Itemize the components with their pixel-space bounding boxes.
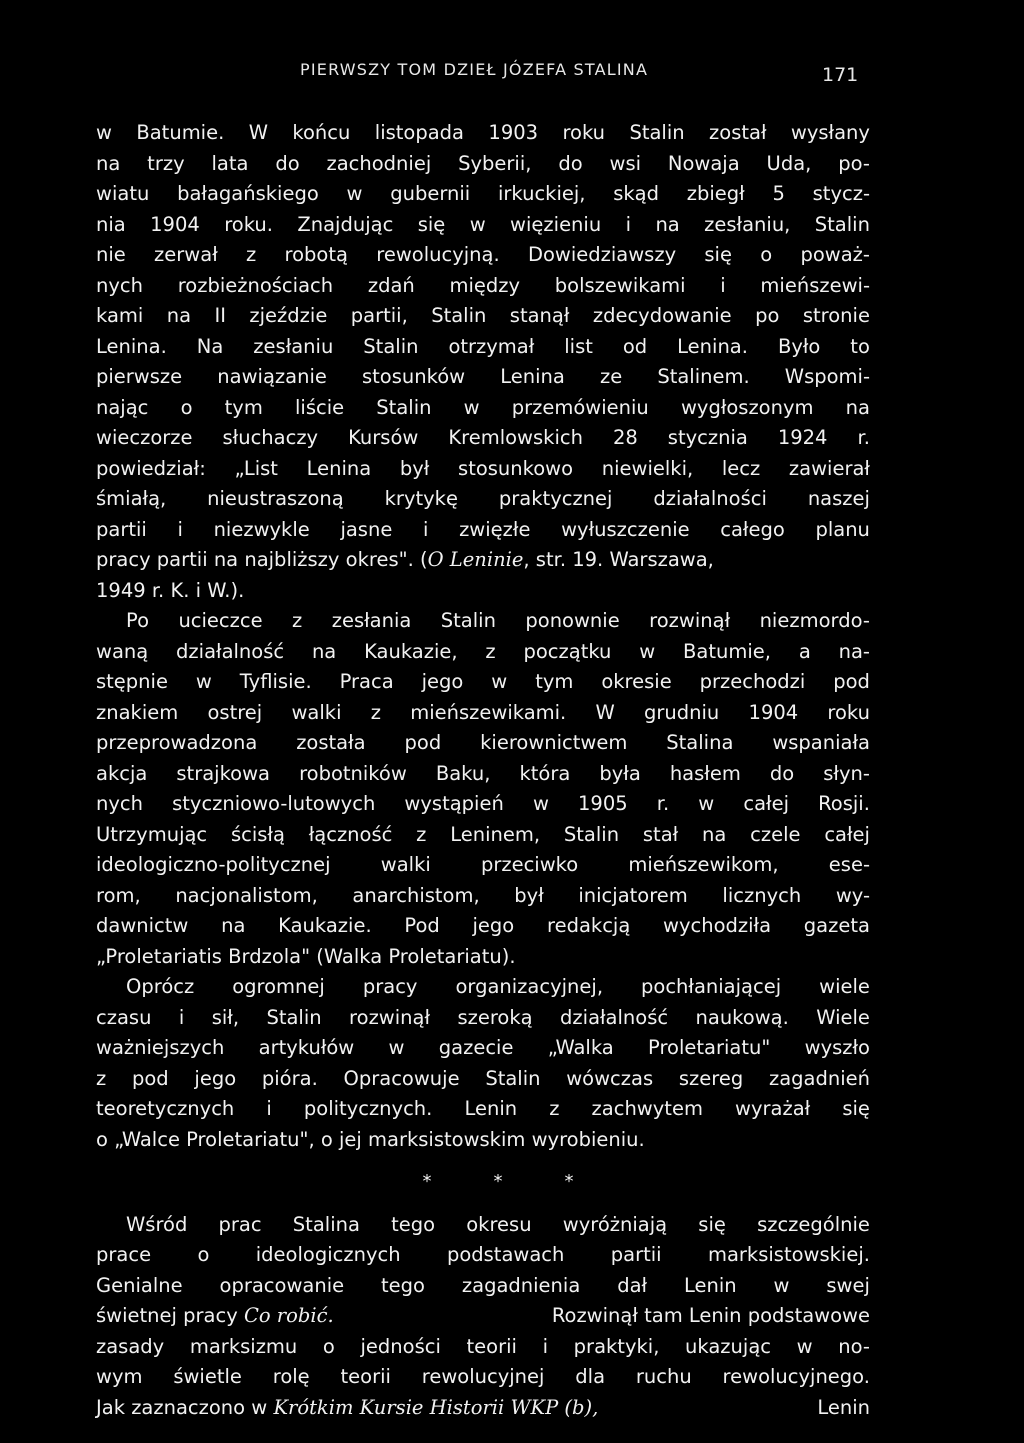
asterisk: * <box>564 1171 574 1192</box>
text-line: śmiałą, nieustraszoną krytykę praktycznej działalności naszej <box>96 487 870 510</box>
text-line-with-citation: pracy partii na najbliższy okres". ( O Leninie , str. 19. Warszawa, <box>96 545 870 576</box>
text-line: Genialne opracowanie tego zagadnienia dał Lenin w swej <box>96 1273 870 1297</box>
text-line: wieczorze słuchaczy Kursów Kremlowskich 28 stycznia 1924 r. <box>96 426 870 449</box>
text-line: nych styczniowo-lutowych wystąpień w 1905 r. w całej Rosji. <box>96 792 870 815</box>
asterisk: * <box>422 1171 432 1192</box>
text-line: zasady marksizmu o jedności teorii i praktyki, ukazując w no- <box>96 1334 870 1358</box>
text-line: Jak zaznaczono w Krótkim Kursie Historii WKP (b), Lenin <box>96 1395 870 1419</box>
text-line: przeprowadzona została pod kierownictwem Stalina wspaniała <box>96 731 870 754</box>
paragraph-2 <box>96 606 870 972</box>
text-line: powiedział: „List Lenina był stosunkowo niewielki, lecz zawierał <box>96 456 870 480</box>
text-line: w Batumie. W końcu listopada 1903 roku Stalin został wysłany <box>96 121 870 144</box>
body-text <box>96 118 870 1423</box>
text-line: na trzy lata do zachodniej Syberii, do wsi Nowaja Uda, po- <box>96 151 870 175</box>
text-line: z pod jego pióra. Opracowuje Stalin wówczas szereg zagadnień <box>96 1066 870 1090</box>
text-line: Po ucieczce z zesłania Stalin ponownie rozwinął niezmordo- <box>126 609 870 632</box>
text-line: wym świetle rolę teorii rewolucyjnej dla ruchu rewolucyjnego. <box>96 1365 870 1388</box>
text-line: znakiem ostrej walki z mieńszewikami. W grudniu 1904 roku <box>96 700 870 724</box>
running-title: PIERWSZY TOM DZIEŁ JÓZEFA STALINA <box>300 60 649 79</box>
work-title: Krótkim Kursie Historii WKP (b), <box>273 1395 599 1419</box>
paragraph-4 <box>96 1210 870 1424</box>
text-line: Lenina. Na zesłaniu Stalin otrzymał list od Lenina. Było to <box>96 334 870 358</box>
text-line: „Proletariatis Brdzola" (Walka Proletariatu). <box>96 944 516 968</box>
text-line: ideologiczno-politycznej walki przeciwko mieńszewikom, ese- <box>96 853 870 876</box>
text-line: świetnej pracy Co robić. Rozwinął tam Lenin podstawowe <box>96 1304 870 1327</box>
text-line: ważniejszych artykułów w gazecie „Walka Proletariatu" wyszło <box>96 1036 870 1059</box>
text-line: kami na II zjeździe partii, Stalin stanął zdecydowanie po stronie <box>96 304 870 327</box>
text-line: rom, nacjonalistom, anarchistom, był inicjatorem licznych wy- <box>96 883 870 907</box>
text-line: nając o tym liście Stalin w przemówieniu wygłoszonym na <box>96 395 870 419</box>
text-line: partii i niezwykle jasne i zwięzłe wyłuszczenie całego planu <box>96 517 870 541</box>
text-line: nie zerwał z robotą rewolucyjną. Dowiedziawszy się o poważ- <box>96 243 870 266</box>
text-line: czasu i sił, Stalin rozwinął szeroką działalność naukową. Wiele <box>96 1005 870 1029</box>
text-line: 1949 r. K. i W.). <box>96 578 245 602</box>
text-line: Utrzymując ścisłą łączność z Leninem, Stalin stał na czele całej <box>96 822 870 846</box>
text-line: nia 1904 roku. Znajdując się w więzieniu i na zesłaniu, Stalin <box>96 212 870 236</box>
page-number: 171 <box>822 64 859 86</box>
paragraph-3 <box>96 972 870 1155</box>
text-line: waną działalność na Kaukazie, z początku w Batumie, a na- <box>96 639 870 663</box>
citation-title: O Leninie <box>427 548 524 571</box>
text-line: wiatu bałagańskiego w gubernii irkuckiej, skąd zbiegł 5 stycz- <box>96 182 870 205</box>
text-line: akcja strajkowa robotników Baku, która była hasłem do słyn- <box>96 761 870 785</box>
text-line: Wśród prac Stalina tego okresu wyróżniają się szczególnie <box>126 1212 870 1236</box>
work-title: Co robić. <box>243 1304 334 1327</box>
text-line: nych rozbieżnościach zdań między bolszewikami i mieńszewi- <box>96 273 870 297</box>
paragraph-1 <box>96 118 870 606</box>
text-line: dawnictw na Kaukazie. Pod jego redakcją wychodziła gazeta <box>96 914 870 937</box>
text-line: prace o ideologicznych podstawach partii marksistowskiej. <box>96 1243 870 1266</box>
text-line: stępnie w Tyflisie. Praca jego w tym okresie przechodzi pod <box>96 670 870 693</box>
text-line: pierwsze nawiązanie stosunków Lenina ze Stalinem. Wspomi- <box>96 365 870 388</box>
text-line: Oprócz ogromnej pracy organizacyjnej, pochłaniającej wiele <box>126 975 870 998</box>
asterisk: * <box>493 1171 503 1192</box>
section-separator <box>96 1167 870 1198</box>
text-line: o „Walce Proletariatu", o jej marksistowskim wyrobieniu. <box>96 1127 645 1151</box>
text-line: teoretycznych i politycznych. Lenin z zachwytem wyrażał się <box>96 1097 870 1120</box>
